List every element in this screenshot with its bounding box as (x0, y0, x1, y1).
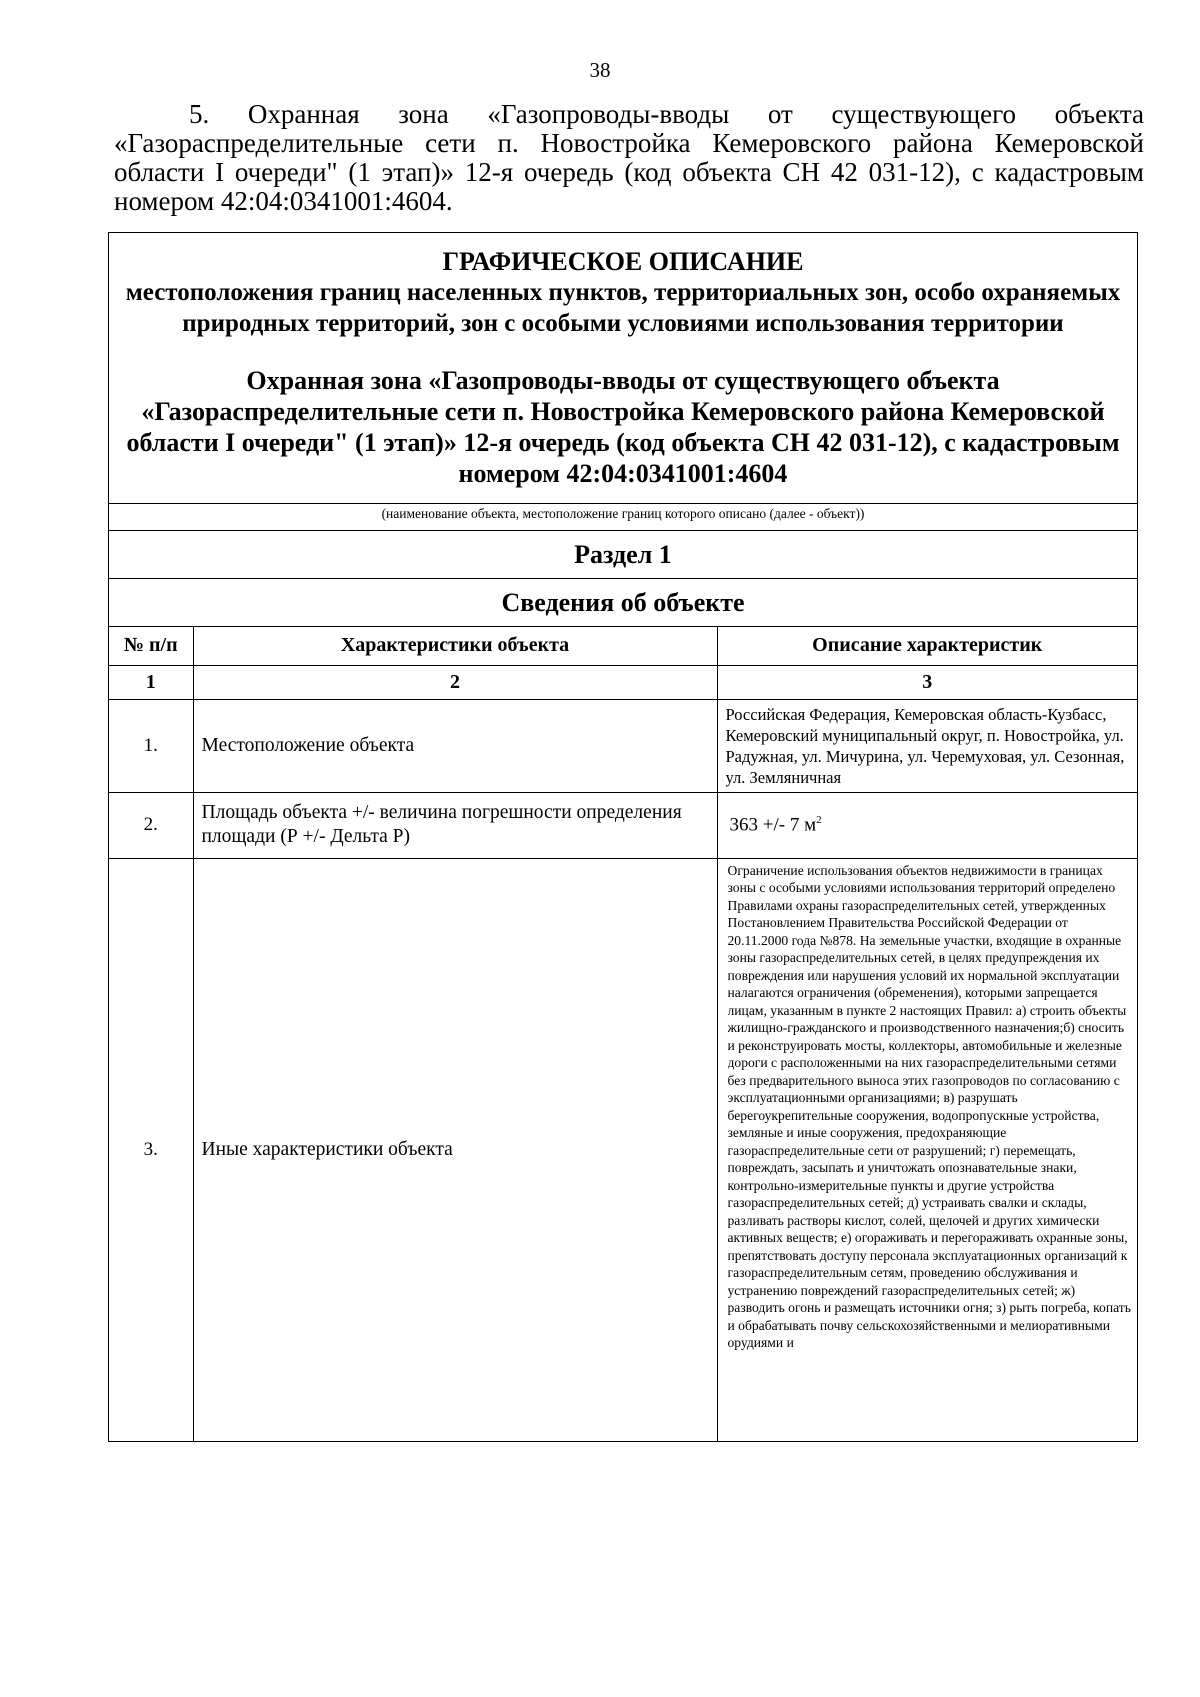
header-num: № п/п (109, 627, 193, 665)
row-description: Российская Федерация, Кемеровская область-Кузбасс, Кемеровский муниципальный округ, п. Новостройка, ул. Радужная, ул. Мичурина, ул. Черемуховая, ул. Сезонная, ул. Земляничная (717, 699, 1137, 792)
table-header-row (109, 627, 1137, 665)
row-description (717, 858, 1137, 1441)
object-caption-row (109, 503, 1137, 531)
table-index-row (109, 665, 1137, 699)
header-characteristic: Характеристики объекта (193, 627, 717, 665)
row-characteristic: Местоположение объекта (193, 699, 717, 792)
row-characteristic: Площадь объекта +/- величина погрешности определения площади (Р +/- Дельта Р) (193, 792, 717, 858)
row-characteristic: Иные характеристики объекта (193, 858, 717, 1441)
index-1: 1 (109, 665, 193, 699)
area-value: 363 +/- 7 м (729, 814, 817, 836)
object-name: Охранная зона «Газопроводы-вводы от существующего объекта «Газораспределительные сети п. Новостройка Кемеровского района Кемеровской области I очереди" (1 этап)» 12-я очередь (код объекта СН 42 031-12), с кадастровым номером 42:04:0341001:4604 (126, 366, 1120, 488)
index-3: 3 (717, 665, 1137, 699)
header-description: Описание характеристик (717, 627, 1137, 665)
object-info-table (109, 627, 1137, 1442)
table-row (109, 699, 1137, 792)
index-2: 2 (193, 665, 717, 699)
intro-paragraph: 5. Охранная зона «Газопроводы-вводы от существующего объекта «Газораспределительные сети п. Новостройка Кемеровского района Кемеровской области I очереди" (1 этап)» 12-я очередь (код объекта СН 42 031-12), с кадастровым номером 42:04:0341001:4604. (114, 99, 1144, 216)
graphic-description-frame (108, 232, 1138, 1442)
section-number: Раздел 1 (109, 531, 1137, 579)
document-subtitle: местоположения границ населенных пунктов, территориальных зон, особо охраняемых природных территорий, зон с особыми условиями использования территории (125, 279, 1121, 337)
row-description (717, 792, 1137, 858)
page-number: 38 (589, 58, 611, 82)
document-header (109, 233, 1137, 497)
object-caption: (наименование объекта, местоположение границ которого описано (далее - объект)) (381, 506, 865, 521)
table-row (109, 858, 1137, 1441)
row-number: 1. (109, 699, 193, 792)
restrictions-text: Ограничение использования объектов недвижимости в границах зоны с особыми условиями использования территорий определено Правилами охраны газораспределительных сетей, утвержденных Постановлением Правительства Российской Федерации от 20.11.2000 года №878. На земельные участки, входящие в охранные зоны газораспределительных сетей, в целях предупреждения их повреждения или нарушения условий их нормальной эксплуатации налагаются ограничения (обременения), которыми запрещается лицам, указанным в пункте 2 настоящих Правил: а) строить объекты жилищно-гражданского и производственного назначения;б) сносить и реконструировать мосты, коллекторы, автомобильные и железные дороги с расположенными на них газораспределительными сетями без предварительного выноса этих газопроводов по согласованию с эксплуатационными организациями; в) разрушать берегоукрепительные сооружения, водопропускные устройства, земляные и иные сооружения, предохраняющие газораспределительные сети от разрушений; г) перемещать, повреждать, засыпать и уничтожать опознавательные знаки, контрольно-измерительные пункты и другие устройства газораспределительных сетей; д) устраивать свалки и склады, разливать растворы кислот, солей, щелочей и других химически активных веществ; е) огораживать и перегораживать охранные зоны, препятствовать доступу персонала эксплуатационных организаций к газораспределительным сетям, проведению обслуживания и устранению повреждений газораспределительных сетей; ж) разводить огонь и размещать источники огня; з) рыть погреба, копать и обрабатывать почву сельскохозяйственными и мелиоративными орудиями и (727, 862, 1131, 1350)
area-unit-superscript: 2 (816, 813, 822, 826)
section-title: Сведения об объекте (109, 579, 1137, 627)
document-title: ГРАФИЧЕСКОЕ ОПИСАНИЕ (442, 247, 804, 276)
row-number: 2. (109, 792, 193, 858)
row-number: 3. (109, 858, 193, 1441)
table-row (109, 792, 1137, 858)
